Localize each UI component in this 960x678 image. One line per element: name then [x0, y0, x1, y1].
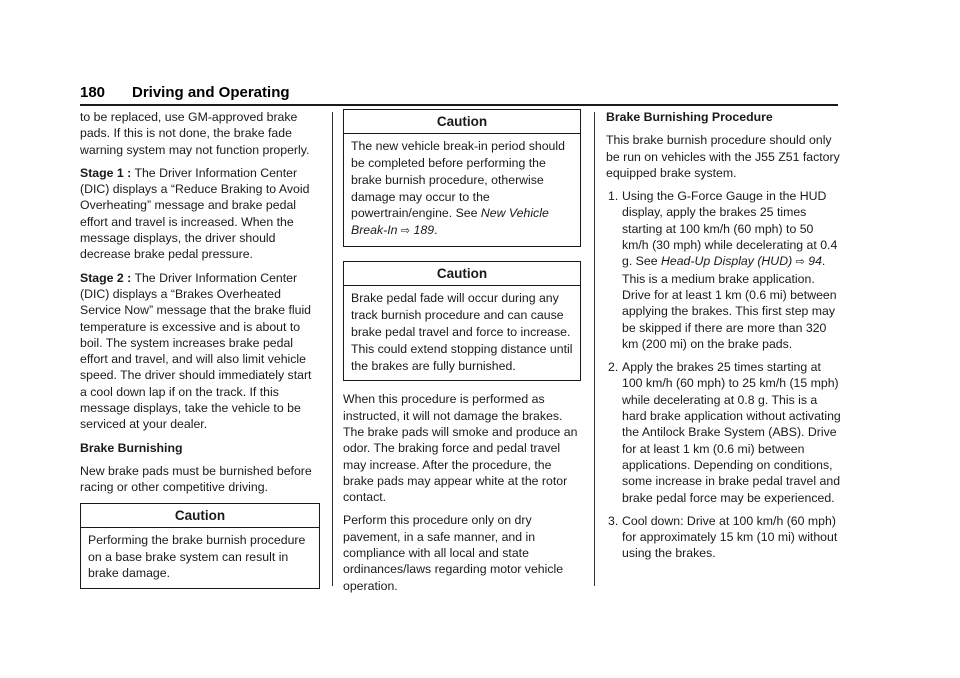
stage-2-text: The Driver Information Center (DIC) displays a “Brakes Overheated Service Now” message that the brake fluid temperature is excessive and is about to boil. The system increases brake pedal effort and travel, and will also limit vehicle speed. The driver should immediately start a cool down lap if on the track. If this message displays, take the vehicle to be serviced at your dealer.	[80, 270, 312, 432]
page-header	[80, 84, 838, 104]
caution-box-break-in	[343, 109, 581, 247]
section-title: Driving and Operating	[132, 84, 290, 101]
step-number: 2.	[608, 360, 619, 375]
column-3	[606, 109, 842, 562]
procedure-conditions-paragraph: Perform this procedure only on dry pavement, in a safe manner, and in compliance with all local and state ordinances/laws regarding motor vehicle operation.	[343, 513, 564, 593]
caution-box-pedal-fade	[343, 261, 581, 381]
brake-burnishing-heading: Brake Burnishing	[80, 440, 183, 455]
step-text: Apply the brakes 25 times starting at 100 km/h (60 mph) to 25 km/h (15 mph) while decelerating at 0.8 g. This is a hard brake application without activating the Antilock Brake System (ABS). Drive for at least 1 km (0.6 mi) between applications. Depending on conditions, some increase in brake pedal travel and brake pedal force may be experienced.	[622, 360, 841, 505]
column-divider-2	[594, 112, 595, 586]
caution-title: Caution	[81, 504, 319, 528]
step-text-end: . This is a medium brake application. Drive for at least 1 km (0.6 mi) between applying the brakes. This first step may be skipped if there are more than 320 km (200 mi) on the brake pads.	[622, 254, 837, 351]
procedure-steps	[606, 188, 842, 562]
step-item	[606, 513, 842, 562]
hud-link[interactable]: Head-Up Display (HUD)	[660, 254, 793, 269]
caution-body	[344, 134, 580, 246]
procedure-intro: This brake burnish procedure should only be run on vehicles with the J55 Z51 factory equipped brake system.	[606, 133, 840, 180]
break-in-link[interactable]: New Vehicle Break-In	[351, 206, 549, 238]
column-divider-1	[332, 112, 333, 586]
procedure-heading: Brake Burnishing Procedure	[606, 110, 773, 124]
page-ref-arrow-icon: ⇨	[795, 256, 805, 269]
caution-title: Caution	[344, 110, 580, 134]
caution-text-end: .	[434, 223, 438, 238]
hud-page-ref[interactable]: 94	[808, 254, 822, 269]
column-1	[80, 109, 320, 599]
stage-1-text: The Driver Information Center (DIC) displays a “Reduce Braking to Avoid Overheating” message and brake pedal effort and travel is increased. When the message displays, the driver should decrease brake pedal pressure.	[80, 165, 310, 262]
column-2	[343, 109, 581, 601]
caution-text: The new vehicle break-in period should be completed before performing the brake burnish procedure, otherwise damage may occur to the powertrain/engine. See	[351, 139, 565, 221]
paragraph-continuation: to be replaced, use GM-approved brake pads. If this is not done, the brake fade warning system may not function properly.	[80, 110, 310, 157]
step-number: 1.	[608, 189, 619, 204]
header-rule	[80, 104, 838, 106]
step-item	[606, 188, 842, 352]
step-number: 3.	[608, 513, 619, 528]
caution-body: Brake pedal fade will occur during any track burnish procedure and can cause brake pedal travel and force to increase. This could extend stopping distance until the brakes are fully burnished.	[351, 291, 573, 373]
stage-1-paragraph	[80, 165, 320, 263]
caution-title: Caution	[344, 262, 580, 286]
caution-body: Performing the brake burnish procedure on a base brake system can result in brake damage.	[88, 532, 306, 581]
step-text: Using the G-Force Gauge in the HUD display, apply the brakes 25 times starting at 100 km/h (60 mph) to 50 km/h (30 mph) while decelerating at 0.4 g. See	[622, 189, 838, 269]
page-number: 180	[80, 84, 106, 101]
procedure-effects-paragraph: When this procedure is performed as instructed, it will not damage the brakes. The brake pads will smoke and produce an odor. The braking force and pedal travel may increase. After the procedure, the brake pads may appear white at the rotor contact.	[343, 392, 578, 505]
caution-box-base-brake	[80, 503, 320, 590]
break-in-page-ref[interactable]: 189	[413, 223, 435, 238]
stage-2-label: Stage 2 :	[80, 270, 132, 285]
stage-2-paragraph	[80, 270, 320, 433]
step-text: Cool down: Drive at 100 km/h (60 mph) for approximately 15 km (10 mi) without using the brakes.	[622, 513, 838, 561]
burnish-intro-paragraph: New brake pads must be burnished before racing or other competitive driving.	[80, 463, 312, 495]
step-item	[606, 359, 842, 506]
page-ref-arrow-icon: ⇨	[400, 225, 411, 238]
stage-1-label: Stage 1 :	[80, 165, 132, 180]
